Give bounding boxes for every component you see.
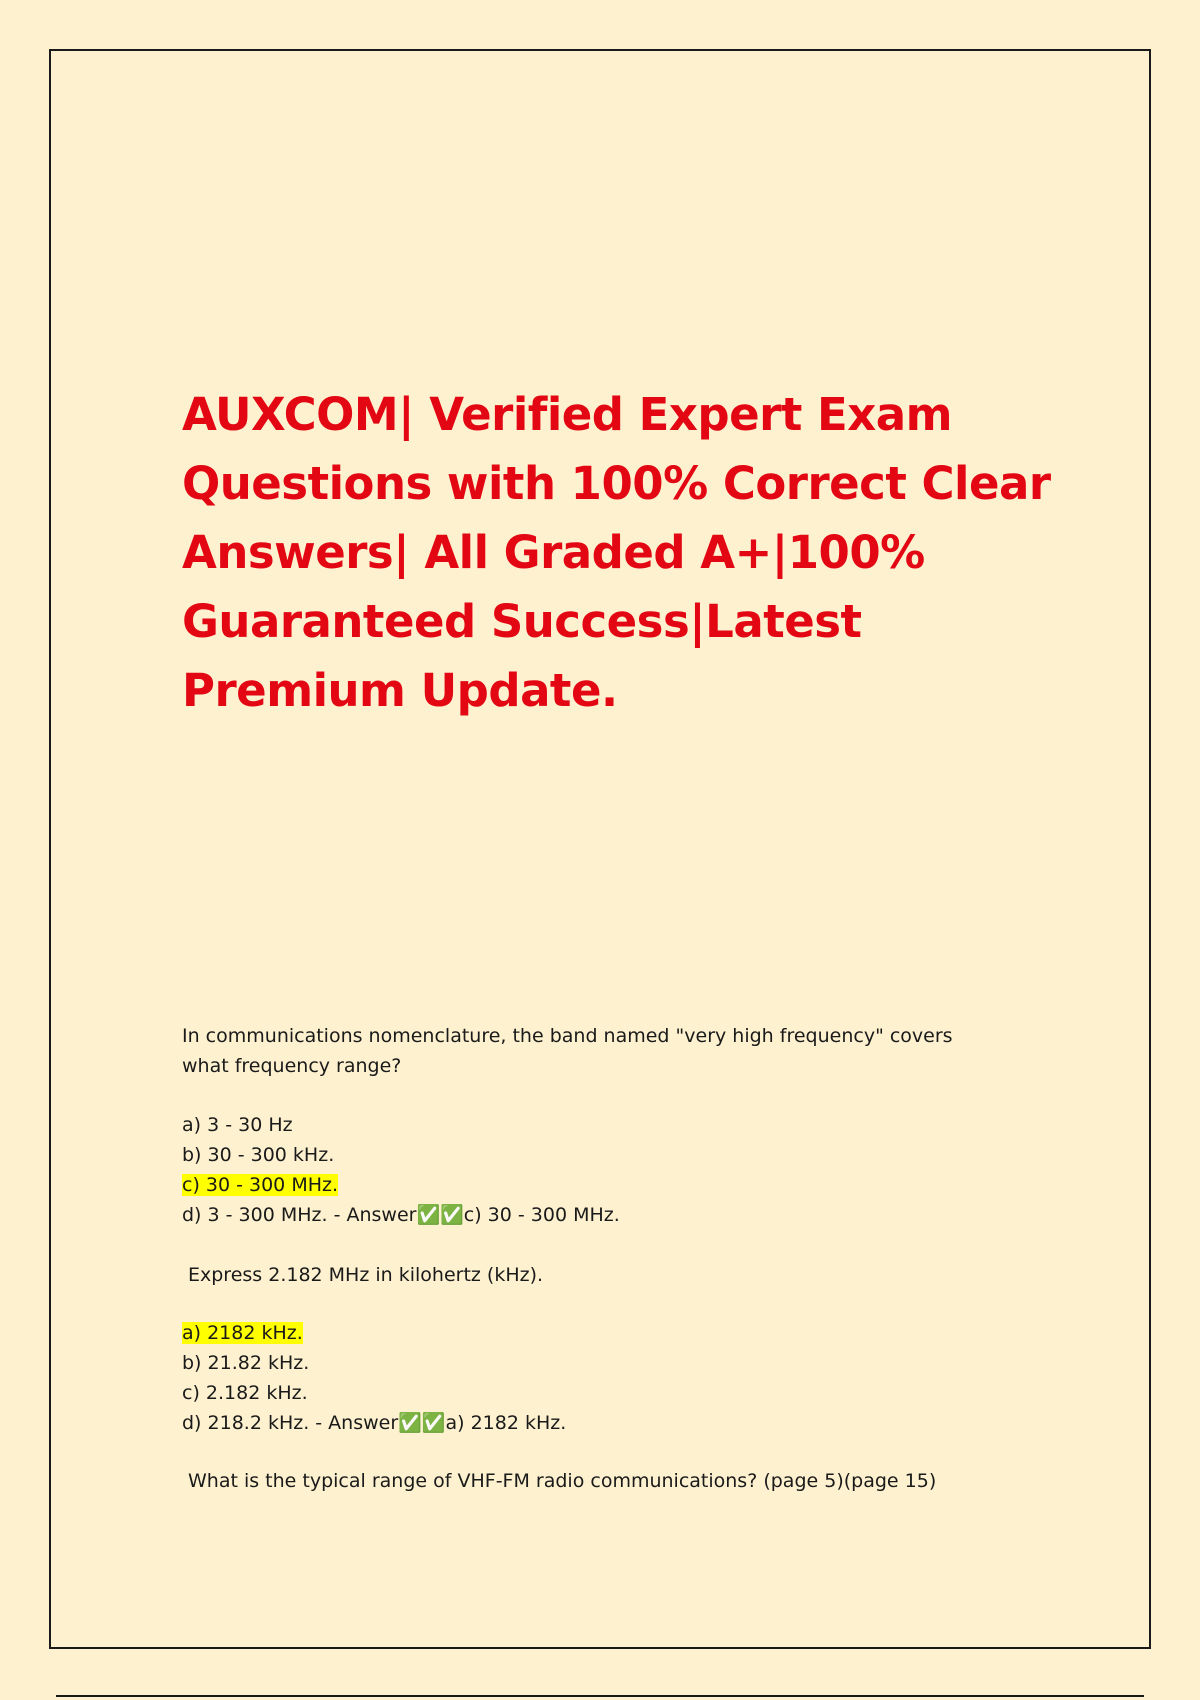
title-line: AUXCOM| Verified Expert Exam — [182, 388, 953, 441]
answer-highlight: c) 30 - 300 MHz. — [182, 1174, 339, 1196]
bottom-divider — [56, 1695, 1144, 1697]
question-text: What is the typical range of VHF-FM radio communications? (page 5)(page 15) — [188, 1470, 937, 1492]
option-c: c) 2.182 kHz. — [182, 1382, 308, 1404]
option-a: a) 3 - 30 Hz — [182, 1114, 293, 1136]
question-1 — [182, 1021, 1022, 1081]
option-a-correct — [182, 1318, 1022, 1348]
question-text: what frequency range? — [182, 1055, 402, 1077]
document-title — [182, 380, 1062, 725]
question-3 — [182, 1466, 1022, 1496]
option-b: b) 30 - 300 kHz. — [182, 1144, 335, 1166]
option-d-with-answer: d) 3 - 300 MHz. - Answer✅✅c) 30 - 300 MHz. — [182, 1204, 620, 1226]
answer-highlight: a) 2182 kHz. — [182, 1322, 303, 1344]
question-2 — [182, 1260, 1022, 1290]
question-text: Express 2.182 MHz in kilohertz (kHz). — [188, 1264, 544, 1286]
question-2-options — [182, 1318, 1022, 1438]
option-d-with-answer: d) 218.2 kHz. - Answer✅✅a) 2182 kHz. — [182, 1412, 567, 1434]
title-line: Guaranteed Success|Latest — [182, 595, 862, 648]
option-c-correct — [182, 1170, 1022, 1200]
title-line: Questions with 100% Correct Clear — [182, 457, 1051, 510]
question-text: In communications nomenclature, the band named "very high frequency" covers — [182, 1025, 953, 1047]
title-line: Premium Update. — [182, 664, 618, 717]
question-1-options — [182, 1110, 1022, 1230]
option-b: b) 21.82 kHz. — [182, 1352, 310, 1374]
title-line: Answers| All Graded A+|100% — [182, 526, 925, 579]
